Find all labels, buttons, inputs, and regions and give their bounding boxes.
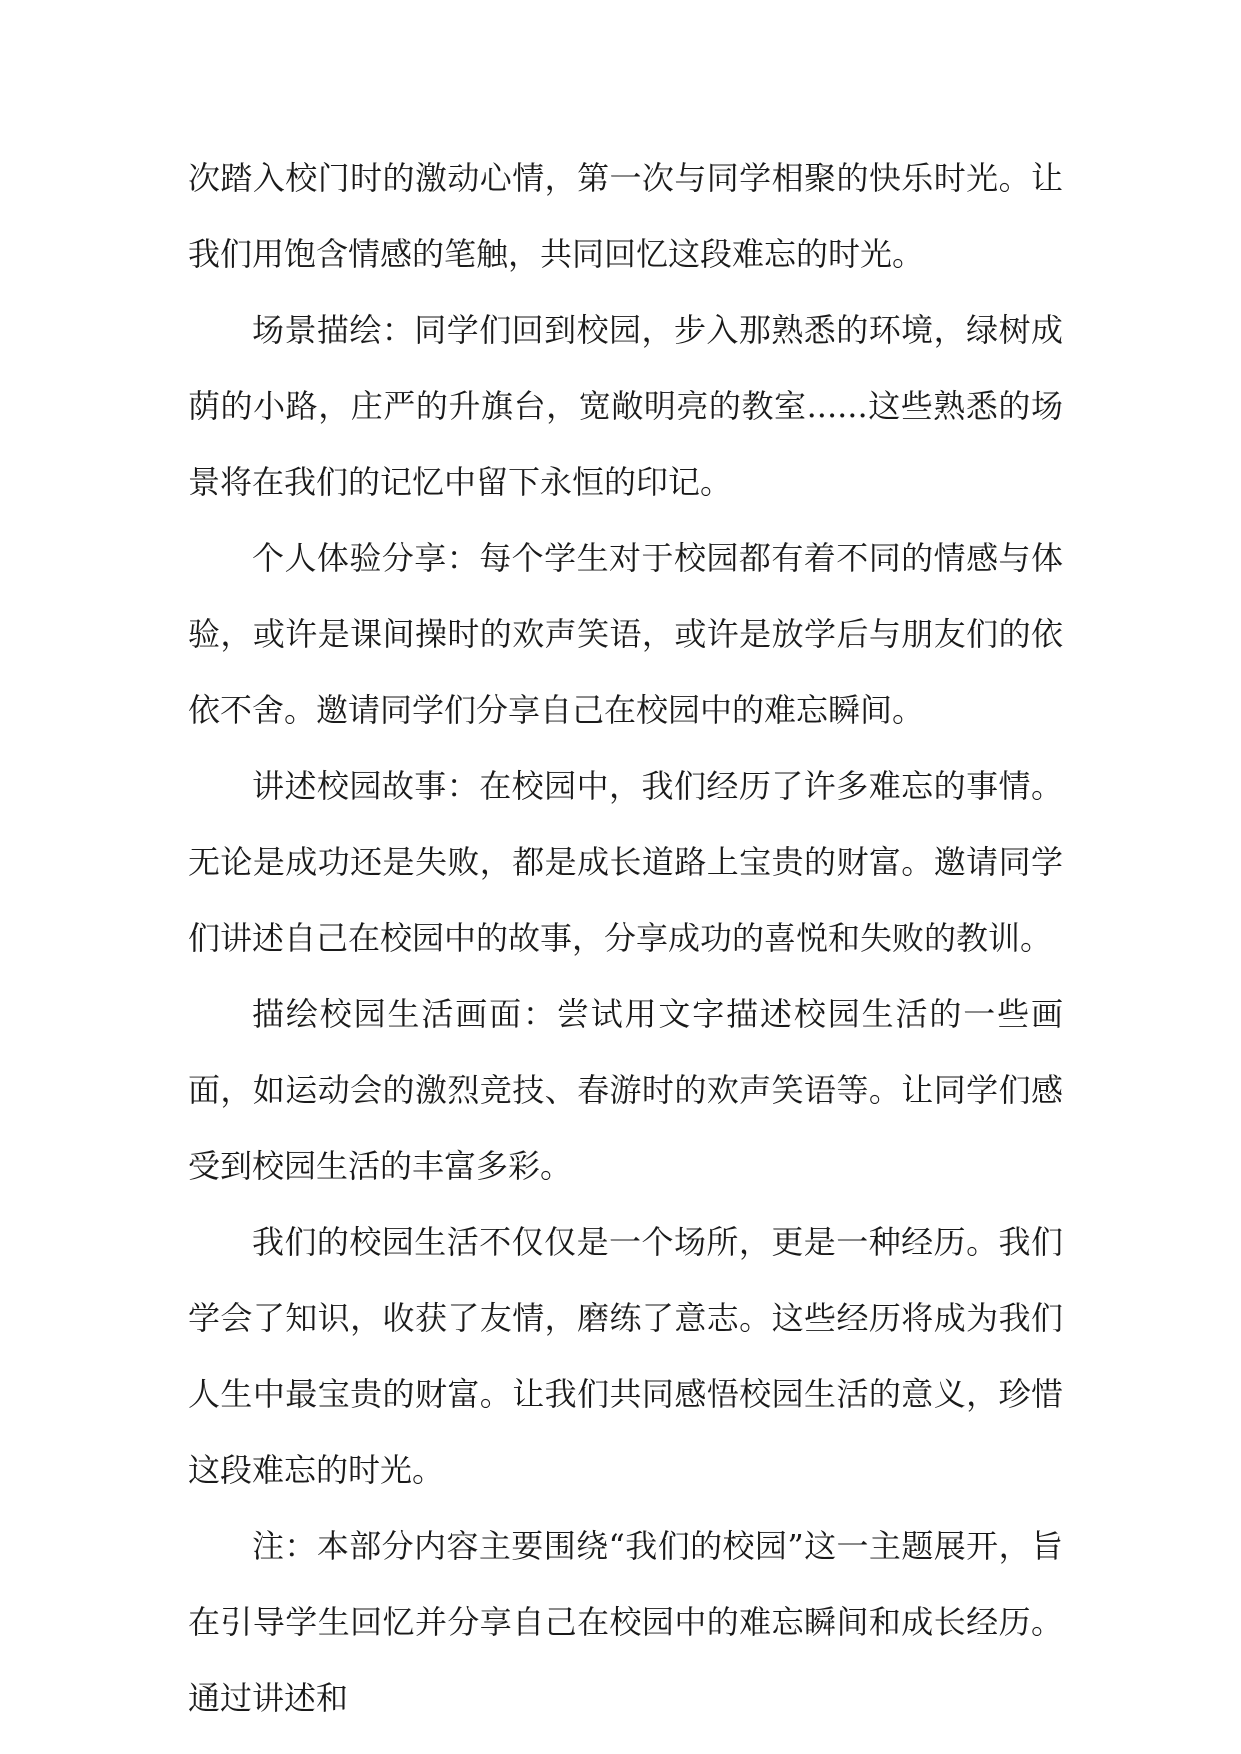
paragraph-campus-stories: 讲述校园故事：在校园中，我们经历了许多难忘的事情。无论是成功还是失败，都是成长道路上宝贵的财富。邀请同学们讲述自己在校园中的故事，分享成功的喜悦和失败的教训。 — [188, 767, 1063, 957]
paragraph-personal-experience: 个人体验分享：每个学生对于校园都有着不同的情感与体验，或许是课间操时的欢声笑语，或许是放学后与朋友们的依依不舍。邀请同学们分享自己在校园中的难忘瞬间。 — [188, 539, 1063, 729]
paragraph-scene-description: 场景描绘：同学们回到校园，步入那熟悉的环境，绿树成荫的小路，庄严的升旗台，宽敞明亮的教室......这些熟悉的场景将在我们的记忆中留下永恒的印记。 — [188, 311, 1063, 501]
paragraph-note: 注：本部分内容主要围绕“我们的校园”这一主题展开，旨在引导学生回忆并分享自己在校园中的难忘瞬间和成长经历。通过讲述和 — [188, 1527, 1063, 1717]
paragraph-campus-life-scenes: 描绘校园生活画面：尝试用文字描述校园生活的一些画面，如运动会的激烈竞技、春游时的欢声笑语等。让同学们感受到校园生活的丰富多彩。 — [188, 995, 1063, 1185]
document-body — [188, 140, 1063, 1736]
paragraph-campus-life-meaning: 我们的校园生活不仅仅是一个场所，更是一种经历。我们学会了知识，收获了友情，磨练了意志。这些经历将成为我们人生中最宝贵的财富。让我们共同感悟校园生活的意义，珍惜这段难忘的时光。 — [188, 1223, 1063, 1489]
paragraph-continuation: 次踏入校门时的激动心情，第一次与同学相聚的快乐时光。让我们用饱含情感的笔触，共同回忆这段难忘的时光。 — [188, 159, 1063, 273]
